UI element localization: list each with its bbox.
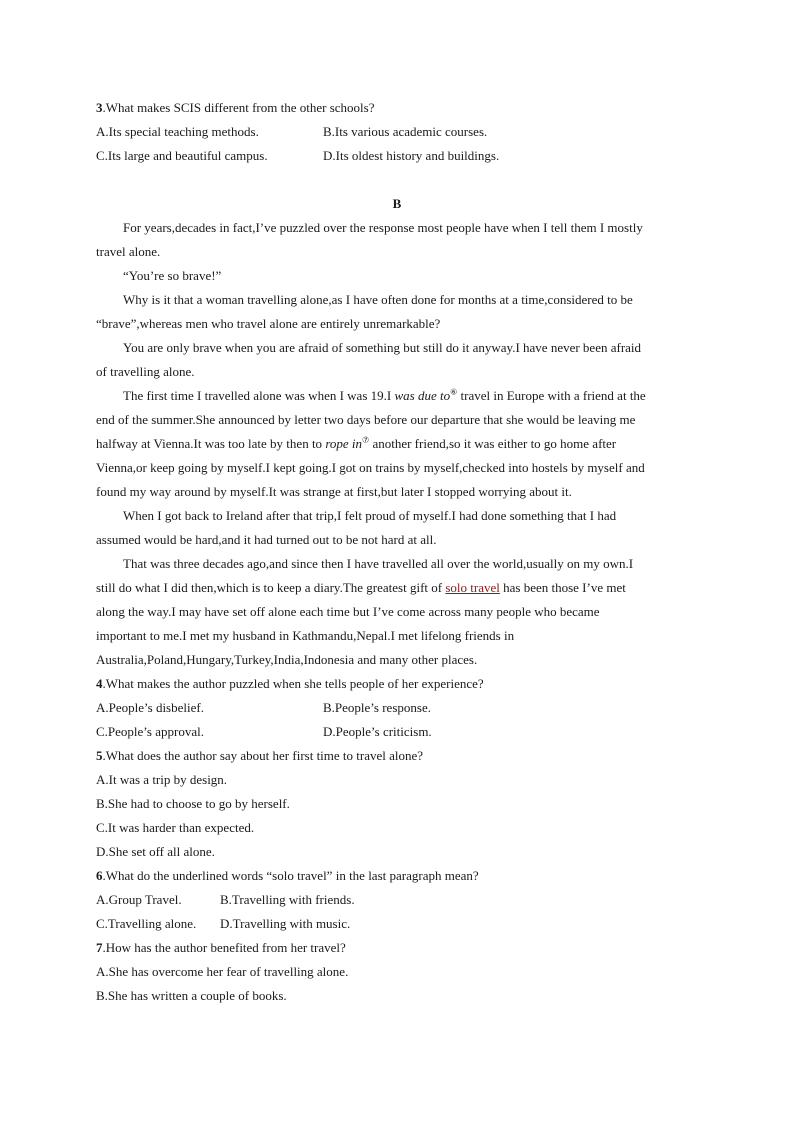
- passage-line: travel alone.: [96, 244, 161, 259]
- question-text: .What does the author say about her first time to travel alone?: [102, 748, 424, 763]
- underlined-phrase: solo travel: [445, 580, 500, 595]
- passage-line: Australia,Poland,Hungary,Turkey,India,Indonesia and many other places.: [96, 652, 478, 667]
- option-a: A.Its special teaching methods.: [96, 124, 259, 139]
- option-d: D.Travelling with music.: [220, 916, 351, 931]
- italic-phrase: was due to: [394, 388, 451, 403]
- passage-line: “brave”,whereas men who travel alone are entirely unremarkable?: [96, 316, 441, 331]
- option-b: B.She had to choose to go by herself.: [96, 796, 290, 811]
- text-span: still do what I did then,which is to keep a diary.The greatest gift of: [96, 580, 446, 595]
- text-span: travel in Europe with a friend at the: [457, 388, 646, 403]
- option-b: B.People’s response.: [323, 700, 431, 715]
- passage-line: important to me.I met my husband in Kathmandu,Nepal.I met lifelong friends in: [96, 628, 515, 643]
- option-c: C.People’s approval.: [96, 724, 204, 739]
- option-a: A.Group Travel.: [96, 892, 182, 907]
- passage-line: of travelling alone.: [96, 364, 195, 379]
- question-5: [96, 748, 423, 764]
- passage-line: When I got back to Ireland after that trip,I felt proud of myself.I had done something that I had: [123, 508, 617, 523]
- section-heading: B: [392, 196, 402, 211]
- passage-line: Why is it that a woman travelling alone,as I have often done for months at a time,considered to be: [123, 292, 633, 307]
- option-d: D.She set off all alone.: [96, 844, 215, 859]
- passage-line: “You’re so brave!”: [123, 268, 222, 283]
- question-3: [96, 100, 374, 116]
- question-number: 3: [96, 100, 103, 115]
- passage-line: [123, 388, 646, 404]
- passage-line: found my way around by myself.It was strange at first,but later I stopped worrying about it.: [96, 484, 572, 499]
- text-span: another friend,so it was either to go home after: [369, 436, 617, 451]
- text-span: has been those I’ve met: [499, 580, 626, 595]
- option-c: C.Travelling alone.: [96, 916, 197, 931]
- option-b: B.Travelling with friends.: [220, 892, 355, 907]
- passage-line: That was three decades ago,and since then I have travelled all over the world,usually on my own.I: [123, 556, 634, 571]
- text-span: halfway at Vienna.It was too late by then to: [96, 436, 326, 451]
- option-c: C.It was harder than expected.: [96, 820, 255, 835]
- question-4: [96, 676, 484, 692]
- passage-line: assumed would be hard,and it had turned out to be not hard at all.: [96, 532, 437, 547]
- italic-phrase: rope in: [325, 436, 363, 451]
- option-a: A.She has overcome her fear of travelling alone.: [96, 964, 349, 979]
- passage-line: You are only brave when you are afraid of something but still do it anyway.I have never been afraid: [123, 340, 642, 355]
- option-b: B.Its various academic courses.: [323, 124, 488, 139]
- question-text: .How has the author benefited from her travel?: [102, 940, 346, 955]
- option-c: C.Its large and beautiful campus.: [96, 148, 268, 163]
- question-text: .What makes the author puzzled when she tells people of her experience?: [102, 676, 484, 691]
- option-d: D.People’s criticism.: [323, 724, 432, 739]
- passage-line: For years,decades in fact,I’ve puzzled over the response most people have when I tell them I mostly: [123, 220, 643, 235]
- passage-line: [96, 436, 616, 452]
- question-number: 4: [96, 676, 103, 691]
- question-number: 6: [96, 868, 103, 883]
- option-a: A.People’s disbelief.: [96, 700, 204, 715]
- passage-line: end of the summer.She announced by letter two days before our departure that she would be leaving me: [96, 412, 636, 427]
- footnote-marker: ⑦: [362, 435, 370, 445]
- passage-line: along the way.I may have set off alone each time but I’ve come across many people who became: [96, 604, 600, 619]
- question-text: .What makes SCIS different from the other schools?: [102, 100, 375, 115]
- text-span: The first time I travelled alone was when I was 19.I: [123, 388, 395, 403]
- question-6: [96, 868, 479, 884]
- passage-line: Vienna,or keep going by myself.I kept going.I got on trains by myself,checked into hostels by myself and: [96, 460, 645, 475]
- passage-line: [96, 580, 626, 596]
- option-d: D.Its oldest history and buildings.: [323, 148, 500, 163]
- question-number: 7: [96, 940, 103, 955]
- option-b: B.She has written a couple of books.: [96, 988, 287, 1003]
- footnote-marker: ⑥: [450, 387, 458, 397]
- option-a: A.It was a trip by design.: [96, 772, 228, 787]
- question-7: [96, 940, 346, 956]
- question-text: .What do the underlined words “solo travel” in the last paragraph mean?: [102, 868, 479, 883]
- question-number: 5: [96, 748, 103, 763]
